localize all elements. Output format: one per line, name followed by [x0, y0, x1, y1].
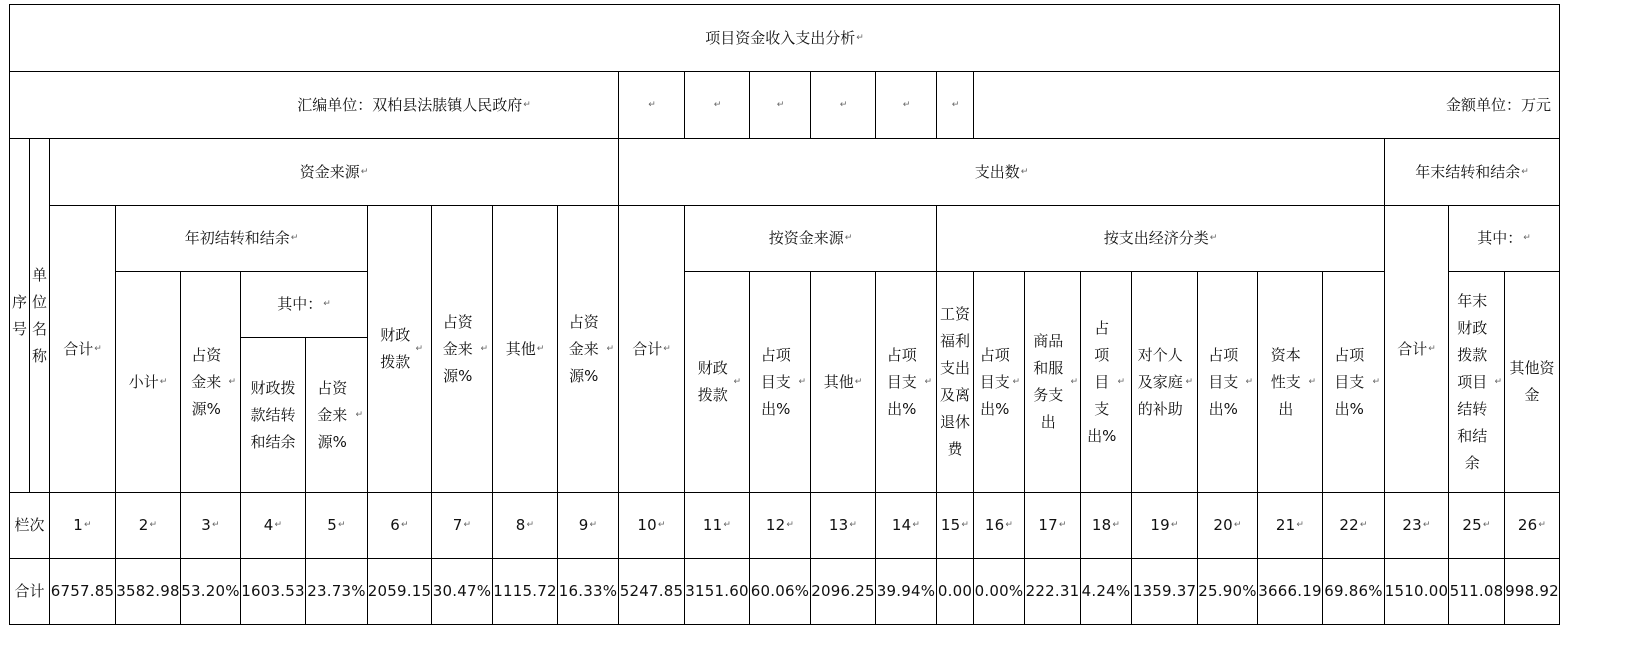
paragraph-mark-icon: ↵: [1020, 166, 1029, 177]
column-number-text: 3: [201, 516, 211, 534]
reporting-unit-label: [9, 71, 619, 139]
column-number-text: 22: [1339, 516, 1359, 534]
paragraph-mark-icon: ↵: [338, 520, 346, 530]
column-number: [810, 492, 876, 559]
column-number-text: 11: [702, 516, 723, 534]
paragraph-mark-icon: ↵: [274, 520, 283, 530]
column-number: [973, 492, 1025, 559]
total-value-text: 6757.85: [50, 582, 115, 600]
header-fiscal-carryover-text: 财政拨款结转和结余: [250, 378, 296, 451]
header-ye-other: [1504, 271, 1560, 493]
paragraph-mark-icon: ↵: [844, 233, 853, 243]
paragraph-mark-icon: ↵: [1296, 520, 1305, 530]
header-goods: [1024, 271, 1081, 493]
paragraph-mark-icon: ↵: [1494, 376, 1502, 387]
column-row-label-text: 栏次: [14, 516, 45, 534]
total-value-text: 3151.60: [685, 582, 749, 600]
header-capital-share: [1322, 271, 1385, 493]
column-number: [1131, 492, 1198, 559]
column-number: [180, 492, 241, 559]
header-funding-source: [49, 138, 619, 206]
paragraph-mark-icon: ↵: [84, 520, 92, 530]
column-number-text: 5: [327, 516, 337, 534]
column-number-text: 19: [1150, 516, 1170, 534]
column-number-text: 15: [940, 516, 961, 534]
total-row-label-text: 合计: [14, 582, 45, 600]
header-carryover-share: [305, 337, 368, 493]
paragraph-mark-icon: ↵: [1005, 520, 1014, 530]
paragraph-mark-icon: ↵: [360, 166, 369, 177]
total-value: [240, 558, 306, 625]
header-opening-balance: [115, 205, 368, 272]
column-number-text: 26: [1517, 516, 1538, 534]
paragraph-mark-icon: ↵: [1538, 520, 1547, 530]
header-capital-share-text: 占项目支出%: [1334, 345, 1365, 418]
total-value: [431, 558, 493, 625]
header-exp-total-text: 合计: [632, 339, 663, 358]
column-number-text: 17: [1038, 516, 1058, 534]
total-value: [618, 558, 685, 625]
header-of-which-a: [240, 271, 368, 338]
total-value-text: 0.00%: [974, 582, 1024, 600]
column-number: [1197, 492, 1258, 559]
paragraph-mark-icon: ↵: [159, 376, 168, 387]
header-wages: [936, 271, 974, 493]
total-value: [1384, 558, 1449, 625]
column-number: [749, 492, 811, 559]
empty-cell: [749, 71, 811, 139]
paragraph-mark-icon: ↵: [657, 520, 666, 530]
total-value: [1131, 558, 1198, 625]
paragraph-mark-icon: ↵: [401, 520, 409, 530]
paragraph-mark-icon: ↵: [723, 520, 732, 530]
header-capital-text: 资本性支出: [1270, 345, 1301, 418]
header-exp-other-share: [875, 271, 937, 493]
total-value: [684, 558, 750, 625]
header-wages-share-text: 占项目支出%: [979, 345, 1010, 418]
table-title: [9, 4, 1560, 72]
paragraph-mark-icon: ↵: [951, 99, 960, 110]
total-value: [1024, 558, 1081, 625]
paragraph-mark-icon: ↵: [94, 343, 102, 354]
total-value: [1504, 558, 1560, 625]
total-value-text: 1510.00: [1384, 582, 1449, 600]
header-exp-fiscal: [684, 271, 750, 493]
total-value-text: 2096.25: [811, 582, 875, 600]
header-funding-source-text: 资金来源: [299, 162, 360, 181]
total-value: [1322, 558, 1385, 625]
paragraph-mark-icon: ↵: [856, 32, 864, 43]
total-value: [180, 558, 241, 625]
paragraph-mark-icon: ↵: [463, 520, 472, 530]
paragraph-mark-icon: ↵: [849, 520, 858, 530]
total-value: [49, 558, 116, 625]
column-number: [492, 492, 558, 559]
column-number: [1384, 492, 1449, 559]
paragraph-mark-icon: ↵: [1359, 520, 1368, 530]
total-value: [557, 558, 619, 625]
total-value-text: 30.47%: [432, 582, 492, 600]
total-value-text: 23.73%: [307, 582, 366, 600]
paragraph-mark-icon: ↵: [536, 343, 545, 354]
total-value-text: 39.94%: [876, 582, 936, 600]
column-number-text: 13: [828, 516, 849, 534]
header-exp-other: [810, 271, 876, 493]
paragraph-mark-icon: ↵: [149, 520, 158, 530]
header-of-which-b-text: 其中：: [1477, 229, 1523, 247]
header-capital: [1257, 271, 1323, 493]
total-value-text: 0.00: [937, 582, 973, 600]
column-number: [618, 492, 685, 559]
total-value-text: 53.20%: [181, 582, 240, 600]
header-wages-text: 工资福利支出及离退休费: [939, 305, 970, 458]
header-by-economic: [936, 205, 1385, 272]
column-number: [875, 492, 937, 559]
column-number: [936, 492, 974, 559]
paragraph-mark-icon: ↵: [912, 520, 921, 530]
column-number: [1504, 492, 1560, 559]
header-year-end-balance: [1384, 138, 1560, 206]
header-expenditure-text: 支出数: [974, 162, 1020, 181]
total-value: [973, 558, 1025, 625]
header-other: [492, 205, 558, 493]
header-of-which-b: [1448, 205, 1560, 272]
header-share-of-source-b: [557, 205, 619, 493]
header-year-end-balance-text: 年末结转和结余: [1415, 162, 1521, 181]
header-source-total-text: 合计: [63, 339, 94, 358]
paragraph-mark-icon: ↵: [1012, 376, 1020, 387]
header-subsidies-share: [1197, 271, 1258, 493]
paragraph-mark-icon: ↵: [1372, 376, 1380, 387]
paragraph-mark-icon: ↵: [606, 343, 614, 354]
total-value: [810, 558, 876, 625]
paragraph-mark-icon: ↵: [290, 233, 299, 243]
paragraph-mark-icon: ↵: [589, 520, 598, 530]
empty-cell: [936, 71, 974, 139]
total-value-text: 25.90%: [1198, 582, 1257, 600]
total-value-text: 4.24%: [1081, 582, 1131, 600]
column-number-text: 14: [891, 516, 912, 534]
paragraph-mark-icon: ↵: [776, 99, 785, 110]
paragraph-mark-icon: ↵: [713, 99, 722, 110]
header-sub-share: [180, 271, 241, 493]
paragraph-mark-icon: ↵: [523, 99, 531, 110]
header-fiscal-appropriation: [367, 205, 432, 493]
total-value-text: 16.33%: [558, 582, 618, 600]
header-fiscal-appropriation-text: 财政拨款: [380, 326, 411, 371]
paragraph-mark-icon: ↵: [480, 343, 488, 354]
column-number-text: 23: [1402, 516, 1422, 534]
empty-cell: [875, 71, 937, 139]
column-number: [49, 492, 116, 559]
header-ye-fiscal-text: 年末财政拨款项目结转和结余: [1457, 291, 1488, 472]
paragraph-mark-icon: ↵: [839, 99, 848, 110]
amount-unit-label-text: 金额单位：万元: [1445, 95, 1551, 114]
header-subsidies-text: 对个人及家庭的补助: [1137, 345, 1183, 418]
column-number-text: 2: [138, 516, 149, 534]
paragraph-mark-icon: ↵: [1185, 376, 1193, 387]
paragraph-mark-icon: ↵: [1245, 376, 1253, 387]
column-number-text: 25: [1462, 516, 1482, 534]
column-number-text: 18: [1091, 516, 1112, 534]
column-number: [240, 492, 306, 559]
header-exp-other-text: 其他: [823, 372, 854, 391]
total-value: [367, 558, 432, 625]
paragraph-mark-icon: ↵: [733, 376, 741, 387]
column-number: [1257, 492, 1323, 559]
column-number-text: 10: [637, 516, 657, 534]
column-number: [367, 492, 432, 559]
paragraph-mark-icon: ↵: [854, 376, 863, 387]
total-value: [115, 558, 181, 625]
total-value: [492, 558, 558, 625]
header-goods-text: 商品和服务支出: [1033, 332, 1064, 431]
column-number: [557, 492, 619, 559]
total-value: [1257, 558, 1323, 625]
paragraph-mark-icon: ↵: [1117, 376, 1125, 387]
header-by-source: [684, 205, 937, 272]
total-value: [749, 558, 811, 625]
total-value-text: 3666.19: [1258, 582, 1322, 600]
header-subtotal-text: 小计: [128, 372, 159, 391]
total-value-text: 998.92: [1505, 582, 1559, 600]
header-other-text: 其他: [505, 339, 536, 358]
paragraph-mark-icon: ↵: [1170, 520, 1179, 530]
column-number: [684, 492, 750, 559]
column-number-text: 4: [263, 516, 274, 534]
paragraph-mark-icon: ↵: [323, 299, 331, 309]
amount-unit-label: [973, 71, 1560, 139]
paragraph-mark-icon: ↵: [526, 520, 535, 530]
column-number: [1080, 492, 1132, 559]
table-title-text: 项目资金收入支出分析: [705, 28, 856, 47]
header-exp-total: [618, 205, 685, 493]
total-value-text: 5247.85: [619, 582, 684, 600]
total-row-label: [9, 558, 50, 625]
column-number: [115, 492, 181, 559]
column-number: [1322, 492, 1385, 559]
column-number-text: 16: [984, 516, 1005, 534]
paragraph-mark-icon: ↵: [786, 520, 795, 530]
total-value-text: 3582.98: [116, 582, 180, 600]
column-number-text: 21: [1275, 516, 1296, 534]
paragraph-mark-icon: ↵: [1482, 520, 1491, 530]
total-value: [875, 558, 937, 625]
header-subsidies-share-text: 占项目支出%: [1208, 345, 1239, 418]
column-number-text: 6: [390, 516, 400, 534]
paragraph-mark-icon: ↵: [1422, 520, 1431, 530]
header-seq: [9, 138, 30, 493]
column-number: [305, 492, 368, 559]
header-sub-share-text: 占资金来源%: [191, 345, 222, 418]
header-unit-name: [29, 138, 50, 493]
paragraph-mark-icon: ↵: [415, 343, 423, 354]
paragraph-mark-icon: ↵: [1523, 233, 1531, 243]
paragraph-mark-icon: ↵: [355, 409, 363, 420]
paragraph-mark-icon: ↵: [1058, 520, 1067, 530]
paragraph-mark-icon: ↵: [212, 520, 220, 530]
header-of-which-a-text: 其中：: [277, 295, 323, 313]
header-seq-text: 序号: [12, 292, 28, 338]
total-value-text: 60.06%: [750, 582, 810, 600]
header-exp-fiscal-text: 财政拨款: [697, 359, 728, 404]
total-value-text: 511.08: [1449, 582, 1504, 600]
column-number: [1024, 492, 1081, 559]
paragraph-mark-icon: ↵: [648, 99, 656, 110]
header-share-of-source-a-text: 占资金来源%: [442, 312, 473, 385]
paragraph-mark-icon: ↵: [1308, 376, 1316, 387]
header-share-of-source-b-text: 占资金来源%: [568, 312, 599, 385]
paragraph-mark-icon: ↵: [924, 376, 932, 387]
column-number-text: 1: [73, 516, 83, 534]
total-value-text: 1115.72: [493, 582, 557, 600]
column-number-text: 9: [578, 516, 589, 534]
header-goods-share-text: 占项目支出%: [1087, 318, 1117, 445]
empty-cell: [684, 71, 750, 139]
paragraph-mark-icon: ↵: [1209, 233, 1218, 243]
paragraph-mark-icon: ↵: [1428, 343, 1436, 354]
header-exp-other-share-text: 占项目支出%: [886, 345, 917, 418]
paragraph-mark-icon: ↵: [1070, 376, 1078, 387]
header-expenditure: [618, 138, 1385, 206]
column-row-label: [9, 492, 50, 559]
header-opening-balance-text: 年初结转和结余: [184, 229, 290, 247]
paragraph-mark-icon: ↵: [902, 99, 911, 110]
header-by-economic-text: 按支出经济分类: [1103, 229, 1209, 247]
header-goods-share: [1080, 271, 1132, 493]
header-exp-fiscal-share-text: 占项目支出%: [760, 345, 791, 418]
header-subsidies: [1131, 271, 1198, 493]
paragraph-mark-icon: ↵: [1521, 166, 1529, 177]
header-ye-fiscal: [1448, 271, 1505, 493]
header-carryover-share-text: 占资金来源%: [317, 378, 348, 451]
total-value-text: 2059.15: [367, 582, 432, 600]
header-ye-other-text: 其他资金: [1509, 359, 1555, 404]
header-share-of-source-a: [431, 205, 493, 493]
column-number-text: 20: [1213, 516, 1233, 534]
header-ye-total: [1384, 205, 1449, 493]
total-value: [1080, 558, 1132, 625]
header-unit-name-text: 单位名称: [32, 265, 48, 365]
column-number-text: 12: [765, 516, 786, 534]
header-by-source-text: 按资金来源: [768, 229, 844, 247]
paragraph-mark-icon: ↵: [1112, 520, 1121, 530]
header-fiscal-carryover: [240, 337, 306, 493]
header-ye-total-text: 合计: [1397, 339, 1428, 358]
header-source-total: [49, 205, 116, 493]
total-value-text: 1603.53: [241, 582, 305, 600]
column-number: [431, 492, 493, 559]
column-number-text: 7: [452, 516, 463, 534]
empty-cell: [810, 71, 876, 139]
paragraph-mark-icon: ↵: [1233, 520, 1242, 530]
total-value: [1197, 558, 1258, 625]
total-value: [305, 558, 368, 625]
paragraph-mark-icon: ↵: [961, 520, 970, 530]
total-value: [1448, 558, 1505, 625]
total-value: [936, 558, 974, 625]
header-subtotal: [115, 271, 181, 493]
column-number: [1448, 492, 1505, 559]
header-wages-share: [973, 271, 1025, 493]
paragraph-mark-icon: ↵: [228, 376, 236, 387]
total-value-text: 222.31: [1025, 582, 1080, 600]
paragraph-mark-icon: ↵: [663, 343, 671, 354]
paragraph-mark-icon: ↵: [798, 376, 806, 387]
total-value-text: 69.86%: [1324, 582, 1383, 600]
reporting-unit-label-text: 汇编单位：双柏县法脿镇人民政府: [297, 95, 523, 114]
total-value-text: 1359.37: [1132, 582, 1197, 600]
empty-cell: [618, 71, 685, 139]
header-exp-fiscal-share: [749, 271, 811, 493]
column-number-text: 8: [515, 516, 526, 534]
